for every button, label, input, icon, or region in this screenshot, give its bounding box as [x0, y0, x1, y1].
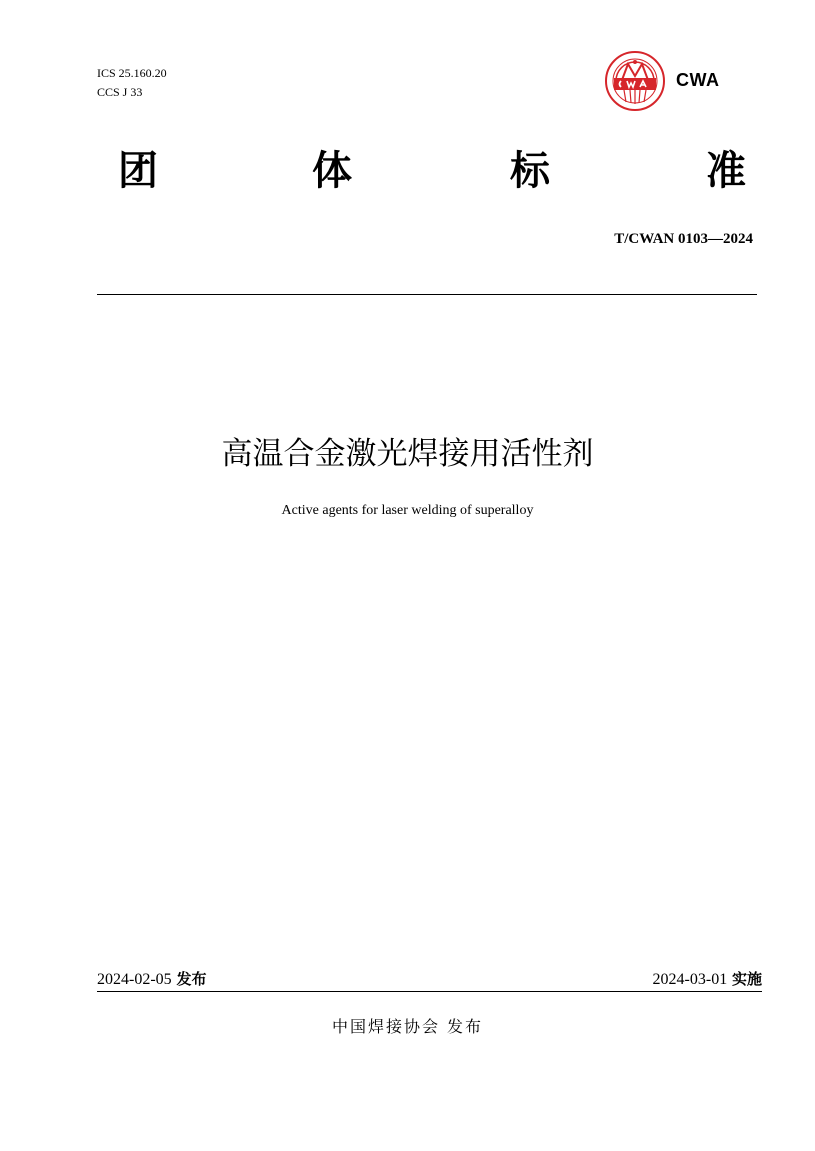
document-type-char: 团 — [118, 148, 158, 194]
cwa-emblem-icon — [604, 50, 666, 112]
issue-date-line — [97, 968, 206, 989]
document-type-char: 准 — [706, 148, 746, 194]
document-type-char: 标 — [510, 148, 550, 194]
header-divider — [97, 294, 757, 295]
standard-number: T/CWAN 0103—2024 — [614, 231, 753, 247]
implementation-date: 2024-03-01 — [652, 971, 728, 988]
title-english: Active agents for laser welding of superalloy — [281, 503, 534, 518]
ics-code: ICS 25.160.20 — [97, 66, 167, 80]
implementation-label: 实施 — [731, 970, 762, 988]
cwa-logo — [604, 50, 724, 112]
footer-divider — [97, 991, 762, 992]
title-chinese: 高温合金激光焊接用活性剂 — [221, 436, 594, 472]
publisher: 中国焊接协会 发布 — [331, 1017, 484, 1036]
document-type-char: 体 — [312, 148, 352, 194]
ccs-code: CCS J 33 — [97, 85, 143, 99]
logo-text: CWA — [676, 70, 720, 90]
document-type-heading — [118, 146, 758, 196]
classification-codes — [97, 64, 167, 102]
implementation-date-line — [653, 968, 762, 989]
issue-label: 发布 — [176, 970, 207, 988]
issue-date: 2024-02-05 — [97, 971, 172, 988]
